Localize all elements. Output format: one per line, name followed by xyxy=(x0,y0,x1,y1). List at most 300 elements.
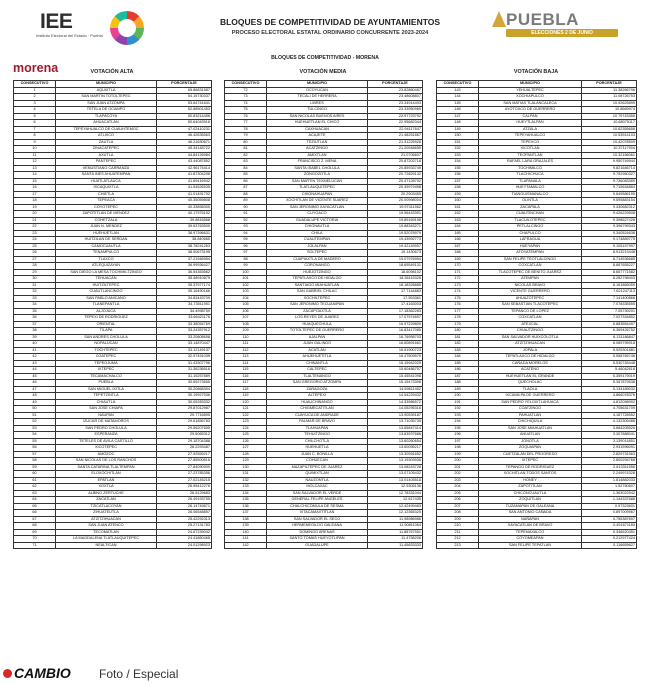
cell-consecutivo: 116 xyxy=(225,373,267,380)
cell-municipio: GENERAL FELIPE ANGELES xyxy=(267,497,368,504)
cell-consecutivo: 70 xyxy=(14,536,56,543)
cell-municipio: CUAUTINCHAN xyxy=(479,211,582,218)
cell-consecutivo: 110 xyxy=(225,334,267,341)
cell-consecutivo: 206 xyxy=(437,497,479,504)
cell-porcentaje: 27.02145215 xyxy=(157,477,212,484)
cell-consecutivo: 152 xyxy=(437,146,479,153)
cell-consecutivo: 26 xyxy=(14,250,56,257)
cell-consecutivo: 176 xyxy=(437,302,479,309)
cell-porcentaje: 31.36236516 xyxy=(157,367,212,374)
cell-porcentaje: 16.47509579 xyxy=(368,354,423,361)
cell-municipio: COATZINGO xyxy=(479,406,582,413)
cell-consecutivo: 130 xyxy=(225,464,267,471)
cell-municipio: TLACOTEPEC DE BENITO JUAREZ xyxy=(479,269,582,276)
cell-consecutivo: 23 xyxy=(14,230,56,237)
cell-porcentaje: 23.48608807 xyxy=(368,94,423,101)
cell-municipio: IXCAQUIXTLA xyxy=(56,185,157,192)
results-table xyxy=(13,80,212,549)
cell-consecutivo: 87 xyxy=(225,185,267,192)
cell-consecutivo: 200 xyxy=(437,458,479,465)
block-votacion-alta xyxy=(13,69,211,549)
cell-porcentaje: 2.800294768 xyxy=(582,458,637,465)
cell-consecutivo: 145 xyxy=(437,100,479,107)
cell-municipio: HUATLATLAUCA xyxy=(56,178,157,185)
cell-porcentaje: 27.85500616 xyxy=(157,458,212,465)
cell-porcentaje: 53.64741641 xyxy=(157,100,212,107)
cell-porcentaje: 18.6098102 xyxy=(368,269,423,276)
cell-consecutivo: 46 xyxy=(14,380,56,387)
cell-municipio: TLAHUAPAN xyxy=(267,425,368,432)
cambio-brand-text: CAMBIO xyxy=(14,665,71,681)
cell-municipio: TLAXCO xyxy=(56,256,157,263)
cell-consecutivo: 129 xyxy=(225,458,267,465)
cell-consecutivo: 179 xyxy=(437,321,479,328)
cell-municipio: AHUATLAN xyxy=(479,432,582,439)
cell-porcentaje: 5.46042618 xyxy=(582,367,637,374)
party-label: morena xyxy=(13,61,59,75)
cell-porcentaje: 6.369426752 xyxy=(582,328,637,335)
cell-consecutivo: 199 xyxy=(437,451,479,458)
cell-municipio: HUITZILAN DE SERDAN xyxy=(56,237,157,244)
cell-municipio: HUEJOTZINGO xyxy=(267,269,368,276)
cell-consecutivo: 165 xyxy=(437,230,479,237)
cell-consecutivo: 37 xyxy=(14,321,56,328)
cell-municipio: SAN FELIPE TEOTLALCINGO xyxy=(479,256,582,263)
puebla-logo-tagline: ELECCIONES 2 DE JUNIO xyxy=(531,30,593,36)
cell-porcentaje: 35.37977174 xyxy=(157,282,212,289)
cell-consecutivo: 188 xyxy=(437,380,479,387)
cell-consecutivo: 213 xyxy=(437,542,479,549)
cell-consecutivo: 123 xyxy=(225,419,267,426)
cell-municipio: IXCAMILPA DE GUERRERO xyxy=(479,393,582,400)
cell-municipio: TEZIUTLAN xyxy=(267,139,368,146)
cell-porcentaje: 2.613311556 xyxy=(582,464,637,471)
cell-porcentaje: 0.212977424 xyxy=(582,536,637,543)
cell-consecutivo: 109 xyxy=(225,328,267,335)
cell-municipio: ATEXCAL xyxy=(479,321,582,328)
cell-porcentaje: 10.42078509 xyxy=(582,139,637,146)
cell-porcentaje: 11.90811064 xyxy=(368,523,423,530)
cell-municipio: ELOXOCHITLAN xyxy=(56,471,157,478)
cell-municipio: XICOTLAN xyxy=(479,146,582,153)
cell-municipio: DOMINGO ARENAS xyxy=(267,529,368,536)
cell-municipio: PUEBLA xyxy=(56,380,157,387)
cell-porcentaje: 13.01405518 xyxy=(368,477,423,484)
cell-municipio: JOLALPAN xyxy=(267,243,368,250)
cell-municipio: SANTA CATARINA TLALTEMPAN xyxy=(56,464,157,471)
cell-porcentaje: 13.08243728 xyxy=(368,464,423,471)
cell-porcentaje: 9.752950327 xyxy=(582,172,637,179)
cell-porcentaje: 11.4758206 xyxy=(368,536,423,543)
cell-porcentaje: 6.883554497 xyxy=(582,321,637,328)
cell-consecutivo: 16 xyxy=(14,185,56,192)
cell-porcentaje: 9.426229508 xyxy=(582,211,637,218)
cell-porcentaje: 20.72829132 xyxy=(368,172,423,179)
cell-municipio: ZACATLAN xyxy=(56,497,157,504)
cell-consecutivo: 50 xyxy=(14,406,56,413)
cell-consecutivo: 161 xyxy=(437,204,479,211)
cell-consecutivo: 72 xyxy=(225,87,267,94)
cell-porcentaje: 13.63937686 xyxy=(368,432,423,439)
cell-porcentaje: 7.621247113 xyxy=(582,289,637,296)
table-header-row xyxy=(437,81,637,88)
cell-municipio: ATEMPAN xyxy=(479,276,582,283)
cell-consecutivo: 192 xyxy=(437,406,479,413)
cell-consecutivo: 62 xyxy=(14,484,56,491)
cell-porcentaje: 9.430682312 xyxy=(582,204,637,211)
cell-porcentaje: 47.02410231 xyxy=(157,126,212,133)
cell-consecutivo: 157 xyxy=(437,178,479,185)
cell-consecutivo: 128 xyxy=(225,451,267,458)
cell-municipio: SAN SALVADOR HUIXCOLOTLA xyxy=(479,334,582,341)
cell-porcentaje: 21.0706607 xyxy=(368,152,423,159)
cell-consecutivo: 105 xyxy=(225,302,267,309)
header-porcentaje: PORCENTAJE xyxy=(582,81,637,88)
puebla-logo-text: PUEBLA xyxy=(506,10,579,29)
cell-consecutivo: 63 xyxy=(14,490,56,497)
cell-consecutivo: 169 xyxy=(437,256,479,263)
cell-porcentaje: 14.59611452 xyxy=(368,386,423,393)
cell-municipio: SAN PEDRO CHOLULA xyxy=(56,425,157,432)
cell-porcentaje: 5.357879538 xyxy=(582,380,637,387)
cell-porcentaje: 30.19927536 xyxy=(157,393,212,400)
cell-porcentaje: 9.736083389 xyxy=(582,178,637,185)
cell-porcentaje: 33.66421176 xyxy=(157,315,212,322)
page-title: BLOQUES DE COMPETITIVIDAD DE AYUNTAMIENTOS xyxy=(219,17,441,27)
cell-consecutivo: 135 xyxy=(225,497,267,504)
cell-porcentaje: 34.4998759 xyxy=(157,308,212,315)
cell-municipio: CHIGNAHUAPAN xyxy=(267,191,368,198)
cell-porcentaje: 1.814882033 xyxy=(582,477,637,484)
cell-municipio: HUEYTLALPAN xyxy=(479,120,582,127)
block-votacion-baja xyxy=(436,69,636,549)
cell-porcentaje: 9.396799343 xyxy=(582,224,637,231)
cell-consecutivo: 39 xyxy=(14,334,56,341)
cell-porcentaje: 7.027334852 xyxy=(582,315,637,322)
cell-municipio: TEOPANTLAN xyxy=(479,152,582,159)
cell-porcentaje: 10.8669974 xyxy=(582,107,637,114)
cell-porcentaje: 15.60486757 xyxy=(368,367,423,374)
cell-municipio: TLALTENANGO xyxy=(267,373,368,380)
cell-consecutivo: 57 xyxy=(14,451,56,458)
cell-municipio: HUITZILTEPEC xyxy=(56,282,157,289)
cell-porcentaje: 19.1430673 xyxy=(368,250,423,257)
cell-porcentaje: 6.089795918 xyxy=(582,341,637,348)
cell-consecutivo: 132 xyxy=(225,477,267,484)
cell-municipio: SAN MARTIN TOTOLTEPEC xyxy=(56,94,157,101)
cell-consecutivo: 112 xyxy=(225,347,267,354)
cell-consecutivo: 164 xyxy=(437,224,479,231)
cell-municipio: ZARAGOZA xyxy=(267,386,368,393)
cell-municipio: HUEYAPAN xyxy=(479,243,582,250)
cell-porcentaje: 15.19473396 xyxy=(368,380,423,387)
cell-consecutivo: 174 xyxy=(437,289,479,296)
cell-porcentaje: 33.20808658 xyxy=(157,334,212,341)
cell-consecutivo: 59 xyxy=(14,464,56,471)
cell-porcentaje: 41.01491792 xyxy=(157,191,212,198)
cell-municipio: NICOLAS BRAVO xyxy=(479,282,582,289)
cell-municipio: SAN JUAN ATENCO xyxy=(56,523,157,530)
cell-porcentaje: 13.65847414 xyxy=(368,425,423,432)
cell-municipio: TLACHICHUCA xyxy=(479,172,582,179)
cell-porcentaje: 4.187728952 xyxy=(582,412,637,419)
cell-municipio: SAN MATIAS TLALANCALECA xyxy=(479,100,582,107)
cell-municipio: XOCHITLAN DE VICENTE SUAREZ xyxy=(267,198,368,205)
header-municipio: MUNICIPIO xyxy=(267,81,368,88)
cell-porcentaje: 2.931596091 xyxy=(582,445,637,452)
cell-municipio: CALTEPEC xyxy=(267,367,368,374)
cell-consecutivo: 207 xyxy=(437,503,479,510)
cell-consecutivo: 52 xyxy=(14,419,56,426)
cell-consecutivo: 153 xyxy=(437,152,479,159)
cell-porcentaje: 18.36115326 xyxy=(368,276,423,283)
cell-porcentaje: 38.97396631 xyxy=(157,230,212,237)
cell-porcentaje: 42.96174414 xyxy=(157,165,212,172)
cell-municipio: TEPANCO DE LOPEZ xyxy=(479,308,582,315)
cell-porcentaje: 6.131186847 xyxy=(582,334,637,341)
cell-municipio: CHICHIQUILA xyxy=(479,419,582,426)
cell-consecutivo: 5 xyxy=(14,113,56,120)
cell-porcentaje: 21.48251867 xyxy=(368,133,423,140)
cell-porcentaje: 22.97723792 xyxy=(368,113,423,120)
cell-municipio: TULCINGO xyxy=(267,107,368,114)
cell-municipio: AMIXTLAN xyxy=(267,152,368,159)
cell-municipio: NAUZONTLA xyxy=(267,477,368,484)
cell-consecutivo: 40 xyxy=(14,341,56,348)
cell-municipio: JONOTLA xyxy=(479,438,582,445)
cell-consecutivo: 14 xyxy=(14,172,56,179)
cell-consecutivo: 42 xyxy=(14,354,56,361)
cell-porcentaje: 5.530745448 xyxy=(582,360,637,367)
cell-municipio: CHIGMECATITLAN xyxy=(267,406,368,413)
cell-porcentaje: 32.97491039 xyxy=(157,354,212,361)
cell-consecutivo: 19 xyxy=(14,204,56,211)
cell-municipio: ESPERANZA xyxy=(56,432,157,439)
cell-municipio: CHILCHOTLA xyxy=(267,438,368,445)
cell-consecutivo: 35 xyxy=(14,308,56,315)
cell-municipio: CUYOACO xyxy=(267,211,368,218)
cell-porcentaje: 40.33898305 xyxy=(157,204,212,211)
cell-consecutivo: 202 xyxy=(437,471,479,478)
cell-municipio: HUEHUETLAN EL GRANDE xyxy=(479,373,582,380)
cell-porcentaje: 19.97411562 xyxy=(368,204,423,211)
cell-consecutivo: 167 xyxy=(437,243,479,250)
cell-porcentaje: 19.88343271 xyxy=(368,224,423,231)
cell-porcentaje: 50.83214456 xyxy=(157,113,212,120)
cell-municipio: SAN SALVADOR EL VERDE xyxy=(267,490,368,497)
cell-municipio: MAZAPILTEPEC DE JUAREZ xyxy=(267,464,368,471)
cell-consecutivo: 209 xyxy=(437,516,479,523)
cell-consecutivo: 45 xyxy=(14,373,56,380)
cell-municipio: ZACAPALA xyxy=(479,204,582,211)
cell-porcentaje: 21.31225926 xyxy=(368,139,423,146)
cell-municipio: SAN PABLO ANICANO xyxy=(56,295,157,302)
cell-municipio: TLACUILOTEPEC xyxy=(479,217,582,224)
cell-consecutivo: 124 xyxy=(225,425,267,432)
cell-municipio: CHILA xyxy=(267,230,368,237)
cell-porcentaje: 9.595883154 xyxy=(582,198,637,205)
cell-porcentaje: 30.69273655 xyxy=(157,380,212,387)
cell-municipio: TLATLAUQUITEPEC xyxy=(267,185,368,192)
cell-porcentaje: 34.83443709 xyxy=(157,295,212,302)
cell-consecutivo: 44 xyxy=(14,367,56,374)
cell-consecutivo: 131 xyxy=(225,471,267,478)
cell-consecutivo: 114 xyxy=(225,360,267,367)
cell-municipio: ZAPOTITLAN DE MENDEZ xyxy=(56,211,157,218)
cell-porcentaje: 8.714536685 xyxy=(582,256,637,263)
cell-consecutivo: 67 xyxy=(14,516,56,523)
cell-consecutivo: 74 xyxy=(225,100,267,107)
cell-porcentaje: 11.88767551 xyxy=(368,529,423,536)
cell-porcentaje: 13.90539187 xyxy=(368,412,423,419)
cell-municipio: CUAPIAXTLA DE MADERO xyxy=(267,256,368,263)
cell-consecutivo: 212 xyxy=(437,536,479,543)
table-header-row xyxy=(225,81,423,88)
cell-porcentaje: 38.840665 xyxy=(157,237,212,244)
cell-porcentaje: 27.23785356 xyxy=(157,471,212,478)
cell-porcentaje: 1.363022942 xyxy=(582,490,637,497)
cell-porcentaje: 5.558765746 xyxy=(582,354,637,361)
cell-porcentaje: 52.88501453 xyxy=(157,107,212,114)
footer-bar xyxy=(0,664,650,683)
cell-porcentaje: 10.92625899 xyxy=(582,100,637,107)
cell-municipio: ZOQUITLAN xyxy=(479,497,582,504)
cell-municipio: COXCATLAN xyxy=(479,263,582,270)
cell-municipio: CUAUTEMPAN xyxy=(267,237,368,244)
cell-municipio: SAN GABRIEL CHILAC xyxy=(267,289,368,296)
page-subtitle: PROCESO ELECTORAL ESTATAL ORDINARIO CONCURRENTE 2023-2024 xyxy=(231,30,429,36)
cell-consecutivo: 122 xyxy=(225,412,267,419)
cell-municipio: TEPETZINTLA xyxy=(56,393,157,400)
cell-municipio: LA MAGDALENA TLATLAUQUITEPEC xyxy=(56,536,157,543)
cell-porcentaje: 8.161865059 xyxy=(582,282,637,289)
cell-municipio: TEPEOJUMA xyxy=(56,360,157,367)
cell-porcentaje: 4.132305486 xyxy=(582,419,637,426)
cell-consecutivo: 140 xyxy=(225,529,267,536)
cell-porcentaje: 10.62355658 xyxy=(582,126,637,133)
cell-municipio: COHUECAN xyxy=(267,458,368,465)
cell-consecutivo: 51 xyxy=(14,412,56,419)
cell-consecutivo: 201 xyxy=(437,464,479,471)
cell-consecutivo: 115 xyxy=(225,367,267,374)
cell-municipio: TEPATLAXCO DE HIDALGO xyxy=(479,354,582,361)
cell-porcentaje: 29.56207655 xyxy=(157,425,212,432)
cell-porcentaje: 14.05295316 xyxy=(368,406,423,413)
cell-consecutivo: 139 xyxy=(225,523,267,530)
header-consecutivo: CONSECUTIVO xyxy=(437,81,479,88)
cell-consecutivo: 60 xyxy=(14,471,56,478)
cell-municipio: COATEPEC xyxy=(56,354,157,361)
cell-municipio: SAN JUAN ATZOMPA xyxy=(56,100,157,107)
cell-consecutivo: 32 xyxy=(14,289,56,296)
cell-municipio: ORIENTAL xyxy=(56,321,157,328)
cell-porcentaje: 7.078335555 xyxy=(582,302,637,309)
cell-municipio: HUEHUETLA xyxy=(267,445,368,452)
cell-consecutivo: 159 xyxy=(437,191,479,198)
table-row xyxy=(225,542,423,549)
cell-municipio: ZIHUATEUTLA xyxy=(56,510,157,517)
cell-consecutivo: 147 xyxy=(437,113,479,120)
cell-consecutivo: 68 xyxy=(14,523,56,530)
cell-consecutivo: 144 xyxy=(437,94,479,101)
cell-municipio: CHIAUTLA xyxy=(56,399,157,406)
cell-consecutivo: 186 xyxy=(437,367,479,374)
cell-municipio: ZONGOZOTLA xyxy=(267,172,368,179)
cell-consecutivo: 93 xyxy=(225,224,267,231)
cell-municipio: SAN MIGUEL IXITLA xyxy=(56,386,157,393)
cell-consecutivo: 71 xyxy=(14,542,56,549)
cell-porcentaje: 23.33950969 xyxy=(368,107,423,114)
cell-consecutivo: 78 xyxy=(225,126,267,133)
cell-municipio: OLINTLA xyxy=(479,198,582,205)
cell-consecutivo: 158 xyxy=(437,185,479,192)
cell-porcentaje: 11.08726753 xyxy=(582,94,637,101)
cell-porcentaje: 41.87304298 xyxy=(157,172,212,179)
cell-municipio: CHIAUTZINGO xyxy=(479,328,582,335)
cell-consecutivo: 8 xyxy=(14,133,56,140)
cell-consecutivo: 55 xyxy=(14,438,56,445)
cell-municipio: TECAMACHALCO xyxy=(56,373,157,380)
cell-porcentaje: 0.755387697 xyxy=(582,516,637,523)
cell-consecutivo: 196 xyxy=(437,432,479,439)
cell-porcentaje: 38.50673195 xyxy=(157,250,212,257)
cell-consecutivo: 101 xyxy=(225,276,267,283)
header-consecutivo: CONSECUTIVO xyxy=(14,81,56,88)
cell-consecutivo: 142 xyxy=(225,542,267,549)
cell-porcentaje: 40.17975152 xyxy=(157,211,212,218)
cell-porcentaje: 19.07976994 xyxy=(368,256,423,263)
puebla-mark-icon xyxy=(492,11,506,27)
cell-consecutivo: 20 xyxy=(14,211,56,218)
cell-municipio: ACATLAN xyxy=(267,347,368,354)
cell-consecutivo: 181 xyxy=(437,334,479,341)
cell-municipio: TEPEYAHUALCO xyxy=(479,133,582,140)
cell-consecutivo: 58 xyxy=(14,458,56,465)
cell-consecutivo: 86 xyxy=(225,178,267,185)
cell-municipio: TETELES DE AVILA CASTILLO xyxy=(56,438,157,445)
cell-porcentaje: 26.06548857 xyxy=(157,510,212,517)
cell-porcentaje: 46.21630671 xyxy=(157,139,212,146)
cell-municipio: QUECHOLAC xyxy=(479,380,582,387)
cell-consecutivo: 82 xyxy=(225,152,267,159)
cell-municipio: XOCHIAPULCO xyxy=(479,94,582,101)
cell-municipio: ZINACATEPEC xyxy=(56,146,157,153)
cell-municipio: SAN DIEGO LA MESA TOCHIMILTZINGO xyxy=(56,269,157,276)
cell-municipio: COXCATLAN xyxy=(479,315,582,322)
cell-municipio: TEPEACA xyxy=(56,198,157,205)
cell-municipio: SANTO TOMAS HUEYOTLIPAN xyxy=(267,536,368,543)
cell-porcentaje: 23.82860467 xyxy=(368,87,423,94)
cell-porcentaje: 20.00998004 xyxy=(368,198,423,205)
cell-consecutivo: 90 xyxy=(225,204,267,211)
cell-porcentaje: 16.15942029 xyxy=(368,360,423,367)
cell-porcentaje: 19.89169198 xyxy=(368,217,423,224)
cell-consecutivo: 154 xyxy=(437,159,479,166)
cell-municipio: ATZITZIHUACAN xyxy=(479,341,582,348)
cell-municipio: IZUCAR DE MATAMOROS xyxy=(56,419,157,426)
cell-municipio: COYOMEAPAN xyxy=(479,536,582,543)
cell-municipio: HUAUCHINANGO xyxy=(267,399,368,406)
cell-consecutivo: 175 xyxy=(437,295,479,302)
cell-porcentaje: 21.20948655 xyxy=(368,146,423,153)
cell-consecutivo: 76 xyxy=(225,113,267,120)
cell-porcentaje: 17.18362283 xyxy=(368,308,423,315)
cell-municipio: SANTA ISABEL CHOLULA xyxy=(267,165,368,172)
puebla-elections-logo xyxy=(492,10,624,40)
cell-municipio: VICENTE GUERRERO xyxy=(479,289,582,296)
cell-municipio: CHIETLA xyxy=(56,191,157,198)
cell-porcentaje: 13.07105432 xyxy=(368,471,423,478)
